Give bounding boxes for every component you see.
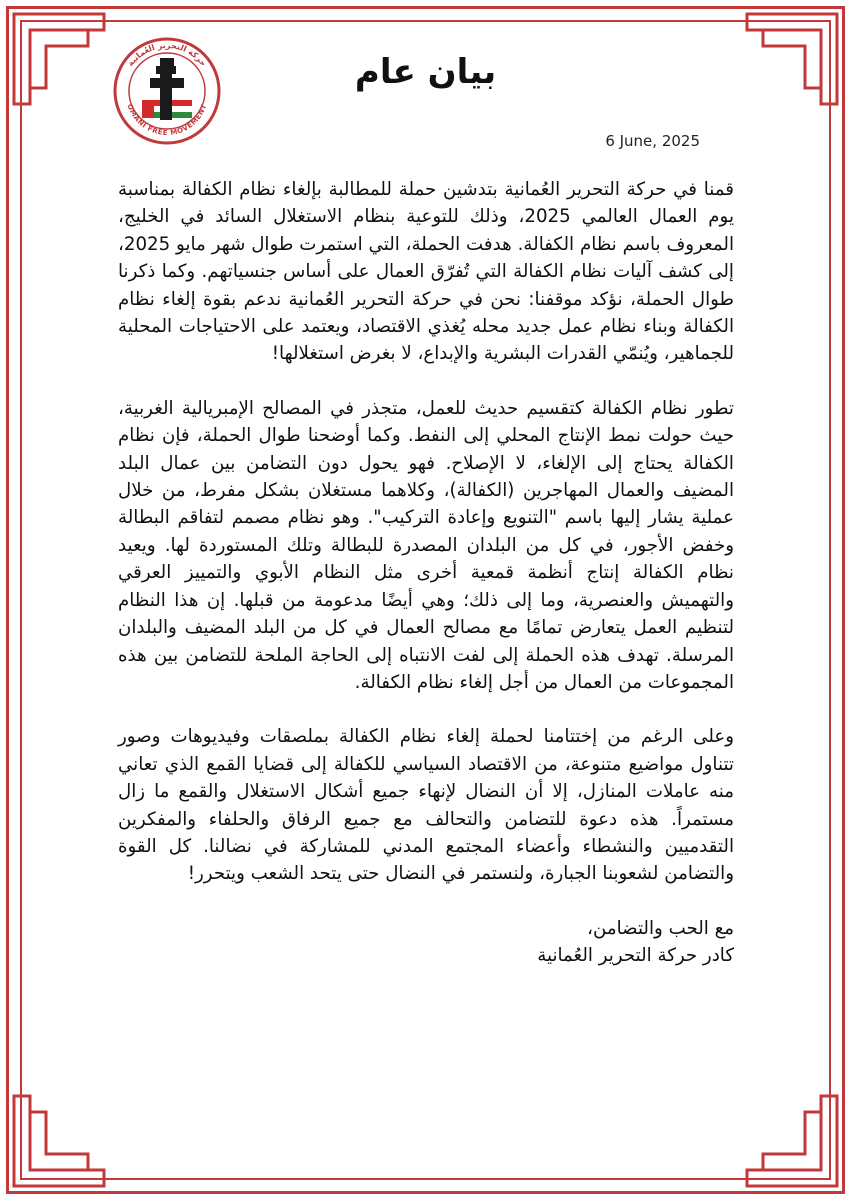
svg-text:OMANI FREE MOVEMENT <box>126 103 209 137</box>
document-date: 6 June, 2025 <box>605 132 700 150</box>
signatory: كادر حركة التحرير العُمانية <box>537 945 734 967</box>
logo-english-arc-text: OMANI FREE MOVEMENT <box>125 102 209 138</box>
logo-arc-text <box>112 36 222 146</box>
document-title: بيان عام <box>354 52 497 92</box>
closing-signature <box>118 915 734 970</box>
logo-arabic-arc-text: حركة التحرير العُمانية <box>125 40 209 68</box>
svg-text:حركة التحرير العُمانية <box>126 41 208 68</box>
closing-salutation: مع الحب والتضامن، <box>587 917 734 939</box>
paragraph-3: وعلى الرغم من إختتامنا لحملة إلغاء نظام الكفالة بملصقات وفيديوهات وصور تتناول مواضيع متنوعة، من الاقتصاد السياسي للكفالة إلى قضايا القمع الذي تعاني منه عاملات المنازل، إلا أن النضال لإنهاء جميع أشكال الاستغلال والقمع ما زال مستمراً. هذه دعوة للتضامن والتحالف مع جميع الرفاق والحلفاء والمفكرين التقدميين والنشطاء وأعضاء المجتمع المدني للمشاركة في نضالنا. كل القوة والتضامن لشعوبنا الجبارة، ولنستمر في النضال حتى يتحد الشعب ويتحرر! <box>118 726 734 885</box>
paragraph-1: قمنا في حركة التحرير العُمانية بتدشين حملة للمطالبة بإلغاء نظام الكفالة بمناسبة يوم العمال العالمي 2025، وذلك للتوعية بنظام الاستغلال السائد في الخليج، المعروف باسم نظام الكفالة. هدفت الحملة، التي استمرت طوال شهر مايو 2025، إلى كشف آليات نظام الكفالة التي تُفرّق العمال على أساس جنسياتهم. وكما ذكرنا طوال الحملة، نؤكد موقفنا: نحن في حركة التحرير العُمانية ندعم بقوة إلغاء نظام الكفالة وبناء نظام عمل جديد محله يُغذي الاقتصاد، ويعتمد على الاحتياجات المحلية للجماهير، ويُنمّي القدرات البشرية والإبداع، لا بغرض استغلالها! <box>118 179 735 365</box>
statement-body <box>118 176 734 970</box>
paragraph-2: تطور نظام الكفالة كتقسيم حديث للعمل، متجذر في المصالح الإمبريالية الغربية، حيث حولت نمط الإنتاج المحلي إلى النفط. وكما أوضحنا طوال الحملة، فإن نظام الكفالة يحتاج إلى الإلغاء، لا الإصلاح. فهو يحول دون التضامن بين عمال البلد المضيف والعمال المهاجرين (الكفالة)، وكلاهما مستغلان بشكل مفرط، من خلال عملية يشار إليها باسم "التنويع وإعادة التركيب". وهو نظام مصمم لتفاقم البطالة وخفض الأجور، في كل من البلدان المصدرة للبطالة وتلك المستوردة لها. ويعيد نظام الكفالة إنتاج أنظمة قمعية أخرى مثل النظام الأبوي والتمييز العرقي والتهميش والعنصرية، وما إلى ذلك؛ وهي أيضًا مدعومة من قبلها. إن هذا النظام لتنظيم العمل يتعارض تمامًا مع مصالح العمال في كل من البلد المضيف والبلدان المرسلة. تهدف هذه الحملة إلى لفت الانتباه إلى الحاجة الملحة للتضامن بين هذه المجموعات من العمال من أجل إلغاء نظام الكفالة. <box>118 397 734 693</box>
